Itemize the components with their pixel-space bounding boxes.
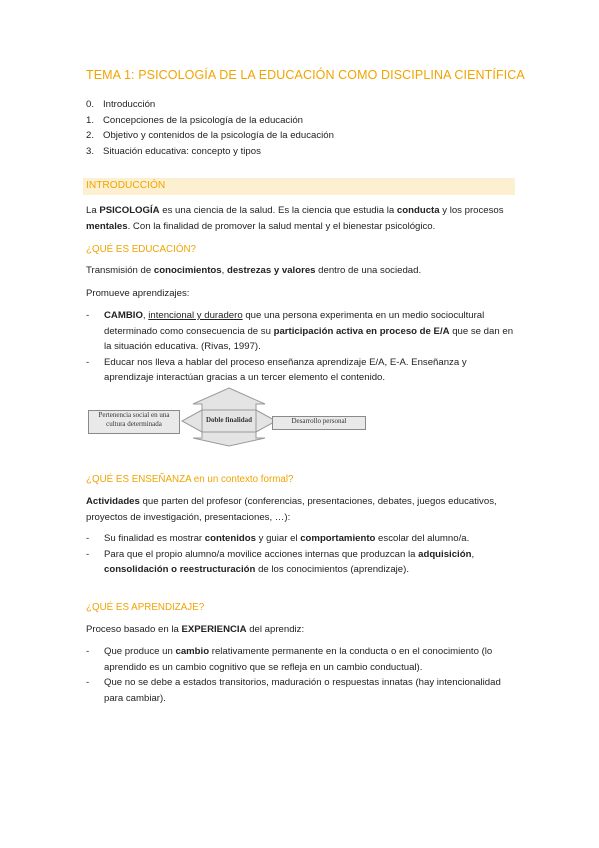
promueve-paragraph: Promueve aprendizajes: bbox=[86, 288, 190, 299]
toc-number: 2. bbox=[86, 130, 95, 141]
heading-educacion: ¿QUÉ ES EDUCACIÓN? bbox=[86, 244, 196, 255]
aprendizaje-paragraph: Proceso basado en la EXPERIENCIA del aprendiz: bbox=[86, 624, 305, 635]
ensenanza-paragraph: Actividades que parten del profesor (conferencias, presentaciones, debates, juegos educativos, proyectos de investigación, presentaciones, …): bbox=[86, 496, 497, 523]
heading-aprendizaje: ¿QUÉ ES APRENDIZAJE? bbox=[86, 602, 205, 613]
toc-item bbox=[86, 97, 334, 113]
heading-ensenanza: ¿QUÉ ES ENSEÑANZA en un contexto formal? bbox=[86, 474, 294, 485]
list-item: - Para que el propio alumno/a movilice acciones internas que produzcan la adquisición, consolidación o reestructuración de los conocimientos (aprendizaje). bbox=[86, 548, 475, 575]
aprendizaje-bullet-list bbox=[86, 644, 516, 706]
list-item: - Que produce un cambio relativamente permanente en la conducta o en el conocimiento (lo aprendido es un cambio cognitivo que se refleja en un cambio conductual). bbox=[86, 646, 493, 673]
toc-item bbox=[86, 128, 334, 144]
toc-label: Concepciones de la psicología de la educación bbox=[103, 114, 304, 126]
list-item: - Educar nos lleva a hablar del proceso enseñanza aprendizaje E/A, E-A. Enseñanza y aprendizaje interactúan gracias a un tercer elemento el contenido. bbox=[86, 356, 467, 383]
toc-label: Situación educativa: concepto y tipos bbox=[103, 145, 261, 157]
diagram-box-left: Pertenencia social en una cultura determinada bbox=[88, 410, 180, 434]
intro-paragraph: La PSICOLOGÍA es una ciencia de la salud. Es la ciencia que estudia la conducta y los procesos mentales. Con la finalidad de promover la salud mental y el bienestar psicológico. bbox=[86, 205, 504, 232]
page-title: TEMA 1: PSICOLOGÍA DE LA EDUCACIÓN COMO DISCIPLINA CIENTÍFICA bbox=[86, 68, 525, 82]
toc-item bbox=[86, 113, 334, 129]
section-heading-text: INTRODUCCIÓN bbox=[86, 180, 166, 191]
toc-label: Introducción bbox=[103, 99, 156, 110]
finalidad-diagram bbox=[88, 386, 370, 448]
list-item: - Su finalidad es mostrar contenidos y guiar el comportamiento escolar del alumno/a. bbox=[86, 533, 470, 544]
toc-number: 3. bbox=[86, 145, 95, 157]
section-heading-introduccion bbox=[83, 178, 515, 195]
toc-item bbox=[86, 144, 334, 160]
list-item: - CAMBIO, intencional y duradero que una persona experimenta en un medio sociocultural determinado como consecuencia de su participación activa en proceso de E/A que se dan en la situación educativa. (Rivas, 1997). bbox=[86, 310, 514, 352]
educacion-bullet-list bbox=[86, 308, 516, 386]
table-of-contents bbox=[86, 97, 334, 159]
diagram-box-center: Doble finalidad bbox=[205, 416, 253, 424]
diagram-box-right: Desarrollo personal bbox=[272, 416, 366, 430]
educacion-paragraph: Transmisión de conocimientos, destrezas y valores dentro de una sociedad. bbox=[86, 265, 422, 276]
ensenanza-bullet-list bbox=[86, 531, 516, 578]
toc-label: Objetivo y contenidos de la psicología de la educación bbox=[103, 130, 334, 141]
toc-number: 0. bbox=[86, 99, 95, 110]
toc-number: 1. bbox=[86, 114, 95, 126]
list-item: - Que no se debe a estados transitorios, maduración o respuestas innatas (hay intencionalidad para cambiar). bbox=[86, 677, 501, 704]
